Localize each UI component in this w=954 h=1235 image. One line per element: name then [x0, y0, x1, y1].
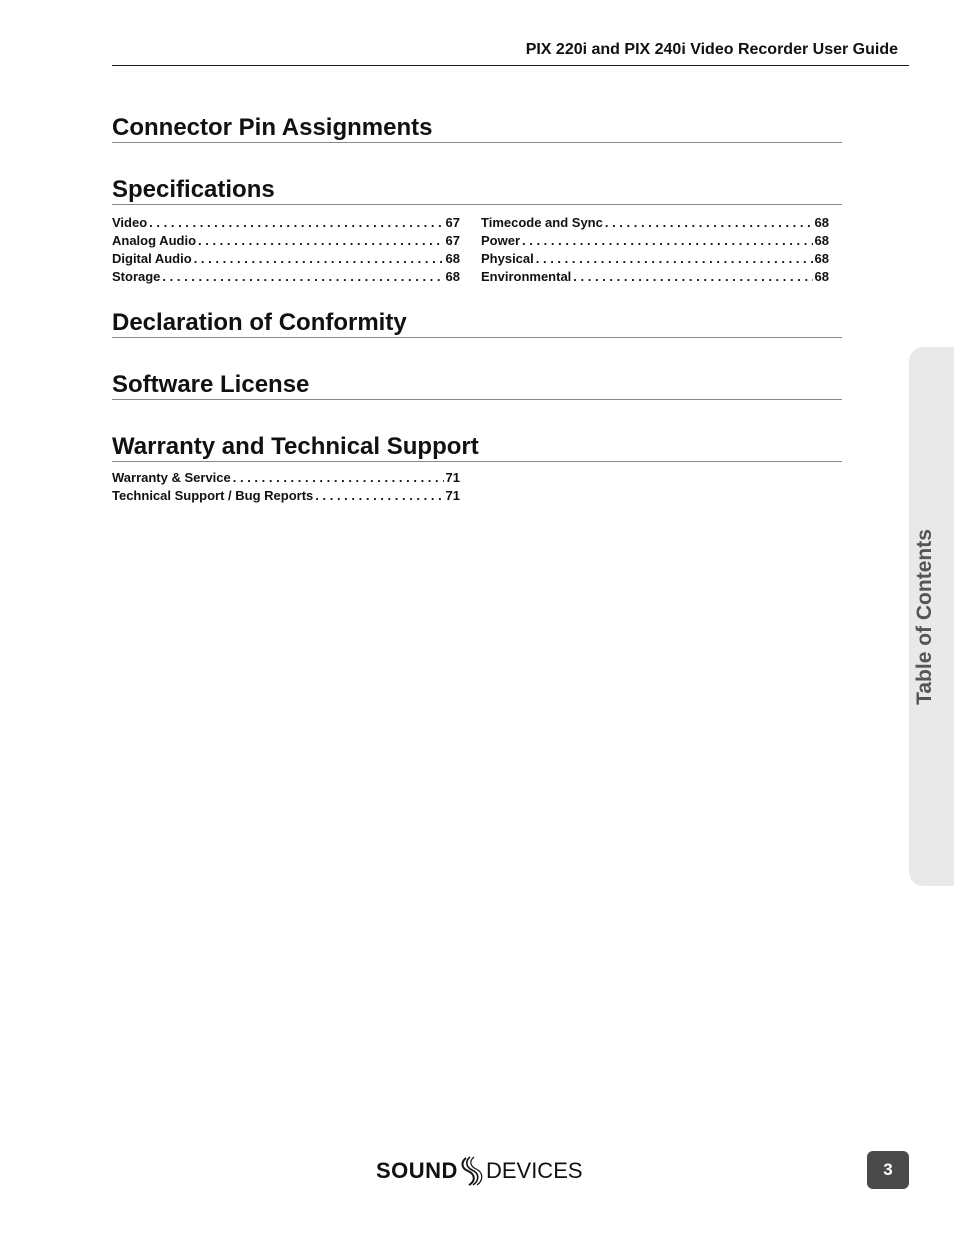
toc-entry-power[interactable] — [481, 232, 829, 250]
toc-column-left — [112, 469, 460, 505]
toc-entry-warranty-and-service[interactable] — [112, 469, 460, 487]
toc-entry-page: 68 — [814, 251, 829, 266]
dot-leader — [522, 232, 813, 250]
toc-entry-label: Power — [481, 233, 521, 248]
toc-entry-label: Analog Audio — [112, 233, 197, 248]
logo-word-sound: SOUND — [376, 1158, 458, 1183]
toc-entry-page: 68 — [814, 215, 829, 230]
toc-entry-physical[interactable] — [481, 250, 829, 268]
toc-entry-label: Warranty & Service — [112, 470, 231, 485]
dot-leader — [233, 469, 444, 487]
toc-entry-environmental[interactable] — [481, 268, 829, 286]
dot-leader — [198, 232, 444, 250]
toc-entry-technical-support[interactable] — [112, 487, 460, 505]
page-number-badge: 3 — [867, 1151, 909, 1189]
toc-entry-page: 68 — [445, 251, 460, 266]
swirl-icon — [459, 1154, 485, 1188]
logo-word-devices: DEVICES — [485, 1158, 583, 1183]
toc-entry-label: Video — [112, 215, 148, 230]
toc-section-connector-pin-assignments — [112, 113, 842, 143]
toc-entry-timecode-and-sync[interactable] — [481, 214, 829, 232]
toc-entry-page: 71 — [445, 488, 460, 503]
toc-section-specifications — [112, 175, 842, 286]
dot-leader — [573, 268, 812, 286]
toc-entry-page: 68 — [814, 233, 829, 248]
side-tab-label: Table of Contents — [913, 528, 936, 705]
toc-entry-video[interactable] — [112, 214, 460, 232]
toc-entry-label: Digital Audio — [112, 251, 192, 266]
section-heading[interactable]: Specifications — [112, 175, 842, 205]
toc-entry-label: Timecode and Sync — [481, 215, 603, 230]
dot-leader — [149, 214, 443, 232]
toc-entry-storage[interactable] — [112, 268, 460, 286]
dot-leader — [194, 250, 444, 268]
toc-entry-analog-audio[interactable] — [112, 232, 460, 250]
dot-leader — [605, 214, 813, 232]
section-heading[interactable]: Warranty and Technical Support — [112, 432, 842, 462]
section-heading[interactable]: Software License — [112, 370, 842, 400]
toc-entry-page: 67 — [445, 233, 460, 248]
side-tab — [909, 347, 954, 886]
sound-devices-logo — [376, 1154, 583, 1188]
section-heading[interactable]: Declaration of Conformity — [112, 308, 842, 338]
toc-section-declaration-of-conformity — [112, 308, 842, 338]
toc-columns — [112, 214, 842, 286]
toc-section-warranty-and-technical-support — [112, 432, 842, 505]
toc-entry-label: Environmental — [481, 269, 572, 284]
toc-entry-label: Storage — [112, 269, 161, 284]
document-title: PIX 220i and PIX 240i Video Recorder User Guide — [525, 41, 898, 58]
toc-column-right — [481, 214, 829, 286]
toc-entry-digital-audio[interactable] — [112, 250, 460, 268]
toc-column-left — [112, 214, 460, 286]
toc-entry-label: Physical — [481, 251, 534, 266]
dot-leader — [315, 487, 443, 505]
toc-entry-page: 68 — [814, 269, 829, 284]
running-header — [112, 38, 909, 66]
dot-leader — [162, 268, 443, 286]
section-heading[interactable]: Connector Pin Assignments — [112, 113, 842, 143]
dot-leader — [536, 250, 813, 268]
toc-entry-page: 68 — [445, 269, 460, 284]
toc-entry-label: Technical Support / Bug Reports — [112, 488, 314, 503]
toc-section-software-license — [112, 370, 842, 400]
toc-columns — [112, 469, 842, 505]
toc-entry-page: 67 — [445, 215, 460, 230]
toc-entry-page: 71 — [445, 470, 460, 485]
